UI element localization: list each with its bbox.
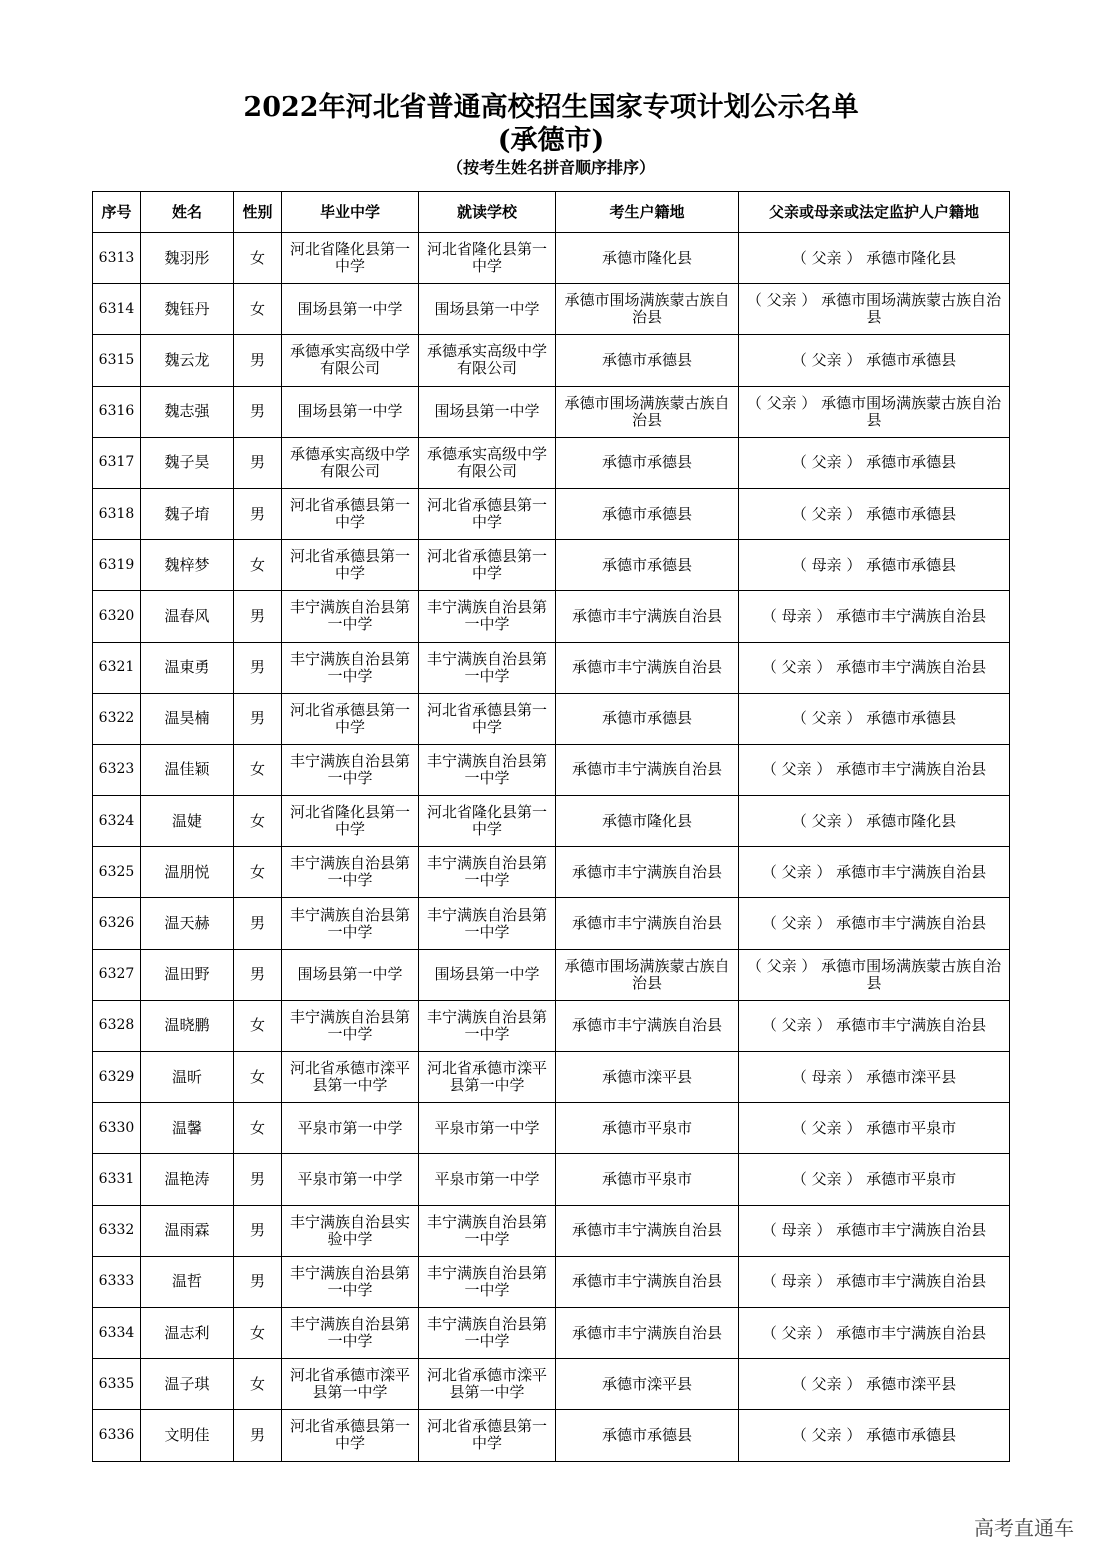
row-number-cell: 6333 (93, 1256, 141, 1307)
gender-cell: 女 (234, 1359, 282, 1410)
table-row (93, 1359, 1010, 1410)
row-number-cell: 6319 (93, 540, 141, 591)
table-row (93, 591, 1010, 642)
roster-table (92, 191, 1010, 1462)
current-school-cell: 河北省隆化县第一中学 (419, 796, 556, 847)
graduation-school-cell: 丰宁满族自治县第一中学 (282, 1256, 419, 1307)
student-name-cell: 温昊楠 (141, 693, 234, 744)
guardian-registration-cell: （ 母亲 ） 承德市丰宁满族自治县 (739, 591, 1010, 642)
student-name-cell: 魏羽彤 (141, 233, 234, 284)
row-number-cell: 6315 (93, 335, 141, 386)
current-school-cell: 丰宁满族自治县第一中学 (419, 1256, 556, 1307)
student-name-cell: 温東勇 (141, 642, 234, 693)
table-row (93, 335, 1010, 386)
graduation-school-cell: 河北省承德县第一中学 (282, 1410, 419, 1461)
household-registration-cell: 承德市围场满族蒙古族自治县 (556, 284, 739, 335)
graduation-school-cell: 河北省承德县第一中学 (282, 488, 419, 539)
household-registration-cell: 承德市丰宁满族自治县 (556, 744, 739, 795)
gender-cell: 男 (234, 642, 282, 693)
household-registration-cell: 承德市承德县 (556, 540, 739, 591)
gender-cell: 女 (234, 1103, 282, 1154)
household-registration-cell: 承德市承德县 (556, 693, 739, 744)
graduation-school-cell: 丰宁满族自治县第一中学 (282, 1307, 419, 1358)
current-school-cell: 河北省承德县第一中学 (419, 540, 556, 591)
guardian-registration-cell: （ 父亲 ） 承德市隆化县 (739, 796, 1010, 847)
table-row (93, 796, 1010, 847)
table-row (93, 898, 1010, 949)
household-registration-cell: 承德市丰宁满族自治县 (556, 847, 739, 898)
household-registration-cell: 承德市丰宁满族自治县 (556, 898, 739, 949)
guardian-registration-cell: （ 父亲 ） 承德市丰宁满族自治县 (739, 1307, 1010, 1358)
household-registration-cell: 承德市丰宁满族自治县 (556, 1205, 739, 1256)
current-school-cell: 承德承实高级中学有限公司 (419, 335, 556, 386)
gender-cell: 男 (234, 386, 282, 437)
student-name-cell: 魏子堉 (141, 488, 234, 539)
household-registration-cell: 承德市丰宁满族自治县 (556, 1256, 739, 1307)
row-number-cell: 6324 (93, 796, 141, 847)
row-number-cell: 6314 (93, 284, 141, 335)
gender-cell: 男 (234, 1205, 282, 1256)
sort-note: （按考生姓名拼音顺序排序） (446, 158, 655, 177)
current-school-cell: 平泉市第一中学 (419, 1154, 556, 1205)
graduation-school-cell: 河北省隆化县第一中学 (282, 796, 419, 847)
column-header: 毕业中学 (282, 192, 419, 233)
student-name-cell: 温馨 (141, 1103, 234, 1154)
current-school-cell: 丰宁满族自治县第一中学 (419, 642, 556, 693)
table-row (93, 540, 1010, 591)
table-row (93, 1103, 1010, 1154)
row-number-cell: 6318 (93, 488, 141, 539)
household-registration-cell: 承德市围场满族蒙古族自治县 (556, 949, 739, 1000)
household-registration-cell: 承德市围场满族蒙古族自治县 (556, 386, 739, 437)
gender-cell: 女 (234, 1052, 282, 1103)
table-row (93, 1154, 1010, 1205)
current-school-cell: 承德承实高级中学有限公司 (419, 437, 556, 488)
gender-cell: 男 (234, 949, 282, 1000)
current-school-cell: 河北省承德县第一中学 (419, 1410, 556, 1461)
current-school-cell: 河北省承德县第一中学 (419, 693, 556, 744)
household-registration-cell: 承德市承德县 (556, 488, 739, 539)
graduation-school-cell: 河北省隆化县第一中学 (282, 233, 419, 284)
current-school-cell: 丰宁满族自治县第一中学 (419, 591, 556, 642)
gender-cell: 男 (234, 335, 282, 386)
graduation-school-cell: 承德承实高级中学有限公司 (282, 437, 419, 488)
gender-cell: 女 (234, 233, 282, 284)
household-registration-cell: 承德市滦平县 (556, 1359, 739, 1410)
student-name-cell: 温哲 (141, 1256, 234, 1307)
current-school-cell: 丰宁满族自治县第一中学 (419, 1307, 556, 1358)
row-number-cell: 6334 (93, 1307, 141, 1358)
graduation-school-cell: 丰宁满族自治县第一中学 (282, 847, 419, 898)
graduation-school-cell: 平泉市第一中学 (282, 1154, 419, 1205)
student-name-cell: 温婕 (141, 796, 234, 847)
gender-cell: 男 (234, 591, 282, 642)
gender-cell: 女 (234, 284, 282, 335)
column-header: 姓名 (141, 192, 234, 233)
graduation-school-cell: 丰宁满族自治县第一中学 (282, 744, 419, 795)
watermark-text: 高考直通车 (974, 1516, 1074, 1540)
graduation-school-cell: 丰宁满族自治县实验中学 (282, 1205, 419, 1256)
row-number-cell: 6328 (93, 1000, 141, 1051)
column-header: 就读学校 (419, 192, 556, 233)
guardian-registration-cell: （ 父亲 ） 承德市丰宁满族自治县 (739, 1000, 1010, 1051)
gender-cell: 女 (234, 796, 282, 847)
guardian-registration-cell: （ 父亲 ） 承德市丰宁满族自治县 (739, 642, 1010, 693)
gender-cell: 男 (234, 488, 282, 539)
current-school-cell: 河北省隆化县第一中学 (419, 233, 556, 284)
row-number-cell: 6335 (93, 1359, 141, 1410)
current-school-cell: 河北省承德市滦平县第一中学 (419, 1052, 556, 1103)
current-school-cell: 河北省承德县第一中学 (419, 488, 556, 539)
guardian-registration-cell: （ 父亲 ） 承德市围场满族蒙古族自治县 (739, 284, 1010, 335)
row-number-cell: 6322 (93, 693, 141, 744)
household-registration-cell: 承德市丰宁满族自治县 (556, 1000, 739, 1051)
gender-cell: 男 (234, 437, 282, 488)
student-name-cell: 温春风 (141, 591, 234, 642)
row-number-cell: 6329 (93, 1052, 141, 1103)
table-row (93, 1410, 1010, 1461)
student-name-cell: 魏云龙 (141, 335, 234, 386)
guardian-registration-cell: （ 母亲 ） 承德市丰宁满族自治县 (739, 1205, 1010, 1256)
gender-cell: 男 (234, 898, 282, 949)
guardian-registration-cell: （ 父亲 ） 承德市承德县 (739, 1410, 1010, 1461)
household-registration-cell: 承德市丰宁满族自治县 (556, 642, 739, 693)
student-name-cell: 魏梓梦 (141, 540, 234, 591)
current-school-cell: 平泉市第一中学 (419, 1103, 556, 1154)
table-row (93, 386, 1010, 437)
table-row (93, 1256, 1010, 1307)
guardian-registration-cell: （ 父亲 ） 承德市平泉市 (739, 1154, 1010, 1205)
guardian-registration-cell: （ 父亲 ） 承德市平泉市 (739, 1103, 1010, 1154)
gender-cell: 女 (234, 847, 282, 898)
current-school-cell: 围场县第一中学 (419, 386, 556, 437)
table-row (93, 233, 1010, 284)
guardian-registration-cell: （ 母亲 ） 承德市丰宁满族自治县 (739, 1256, 1010, 1307)
table-row (93, 642, 1010, 693)
table-row (93, 949, 1010, 1000)
guardian-registration-cell: （ 母亲 ） 承德市承德县 (739, 540, 1010, 591)
row-number-cell: 6336 (93, 1410, 141, 1461)
row-number-cell: 6317 (93, 437, 141, 488)
table-row (93, 693, 1010, 744)
gender-cell: 女 (234, 1307, 282, 1358)
student-name-cell: 温志利 (141, 1307, 234, 1358)
table-row (93, 1307, 1010, 1358)
household-registration-cell: 承德市承德县 (556, 1410, 739, 1461)
graduation-school-cell: 丰宁满族自治县第一中学 (282, 642, 419, 693)
student-name-cell: 魏志强 (141, 386, 234, 437)
gender-cell: 女 (234, 744, 282, 795)
graduation-school-cell: 围场县第一中学 (282, 386, 419, 437)
table-row (93, 847, 1010, 898)
table-row (93, 284, 1010, 335)
guardian-registration-cell: （ 父亲 ） 承德市承德县 (739, 488, 1010, 539)
household-registration-cell: 承德市承德县 (556, 437, 739, 488)
household-registration-cell: 承德市隆化县 (556, 233, 739, 284)
row-number-cell: 6330 (93, 1103, 141, 1154)
graduation-school-cell: 河北省承德县第一中学 (282, 540, 419, 591)
row-number-cell: 6331 (93, 1154, 141, 1205)
row-number-cell: 6327 (93, 949, 141, 1000)
page-title: 2022年河北省普通高校招生国家专项计划公示名单 (243, 92, 859, 123)
household-registration-cell: 承德市丰宁满族自治县 (556, 1307, 739, 1358)
table-header-row (93, 192, 1010, 233)
graduation-school-cell: 平泉市第一中学 (282, 1103, 419, 1154)
graduation-school-cell: 河北省承德县第一中学 (282, 693, 419, 744)
household-registration-cell: 承德市平泉市 (556, 1154, 739, 1205)
guardian-registration-cell: （ 父亲 ） 承德市丰宁满族自治县 (739, 847, 1010, 898)
graduation-school-cell: 丰宁满族自治县第一中学 (282, 1000, 419, 1051)
gender-cell: 女 (234, 1000, 282, 1051)
table-row (93, 437, 1010, 488)
student-name-cell: 魏子昊 (141, 437, 234, 488)
column-header: 性别 (234, 192, 282, 233)
student-name-cell: 温昕 (141, 1052, 234, 1103)
student-name-cell: 温晓鹏 (141, 1000, 234, 1051)
gender-cell: 男 (234, 693, 282, 744)
student-name-cell: 温朋悦 (141, 847, 234, 898)
guardian-registration-cell: （ 父亲 ） 承德市围场满族蒙古族自治县 (739, 949, 1010, 1000)
graduation-school-cell: 河北省承德市滦平县第一中学 (282, 1359, 419, 1410)
guardian-registration-cell: （ 父亲 ） 承德市滦平县 (739, 1359, 1010, 1410)
table-row (93, 488, 1010, 539)
student-name-cell: 魏钰丹 (141, 284, 234, 335)
row-number-cell: 6332 (93, 1205, 141, 1256)
row-number-cell: 6325 (93, 847, 141, 898)
row-number-cell: 6326 (93, 898, 141, 949)
table-row (93, 1205, 1010, 1256)
guardian-registration-cell: （ 父亲 ） 承德市丰宁满族自治县 (739, 744, 1010, 795)
current-school-cell: 河北省承德市滦平县第一中学 (419, 1359, 556, 1410)
gender-cell: 男 (234, 1256, 282, 1307)
guardian-registration-cell: （ 父亲 ） 承德市丰宁满族自治县 (739, 898, 1010, 949)
current-school-cell: 丰宁满族自治县第一中学 (419, 744, 556, 795)
row-number-cell: 6321 (93, 642, 141, 693)
current-school-cell: 丰宁满族自治县第一中学 (419, 1000, 556, 1051)
household-registration-cell: 承德市平泉市 (556, 1103, 739, 1154)
household-registration-cell: 承德市滦平县 (556, 1052, 739, 1103)
graduation-school-cell: 丰宁满族自治县第一中学 (282, 898, 419, 949)
row-number-cell: 6323 (93, 744, 141, 795)
current-school-cell: 丰宁满族自治县第一中学 (419, 1205, 556, 1256)
student-name-cell: 温田野 (141, 949, 234, 1000)
student-name-cell: 温天赫 (141, 898, 234, 949)
household-registration-cell: 承德市承德县 (556, 335, 739, 386)
graduation-school-cell: 承德承实高级中学有限公司 (282, 335, 419, 386)
row-number-cell: 6313 (93, 233, 141, 284)
row-number-cell: 6316 (93, 386, 141, 437)
current-school-cell: 丰宁满族自治县第一中学 (419, 847, 556, 898)
current-school-cell: 围场县第一中学 (419, 949, 556, 1000)
guardian-registration-cell: （ 母亲 ） 承德市滦平县 (739, 1052, 1010, 1103)
household-registration-cell: 承德市丰宁满族自治县 (556, 591, 739, 642)
table-row (93, 1052, 1010, 1103)
graduation-school-cell: 河北省承德市滦平县第一中学 (282, 1052, 419, 1103)
student-name-cell: 温子琪 (141, 1359, 234, 1410)
guardian-registration-cell: （ 父亲 ） 承德市承德县 (739, 335, 1010, 386)
student-name-cell: 温佳颖 (141, 744, 234, 795)
table-row (93, 744, 1010, 795)
guardian-registration-cell: （ 父亲 ） 承德市承德县 (739, 693, 1010, 744)
student-name-cell: 温雨霖 (141, 1205, 234, 1256)
table-row (93, 1000, 1010, 1051)
gender-cell: 男 (234, 1154, 282, 1205)
guardian-registration-cell: （ 父亲 ） 承德市围场满族蒙古族自治县 (739, 386, 1010, 437)
graduation-school-cell: 围场县第一中学 (282, 284, 419, 335)
gender-cell: 女 (234, 540, 282, 591)
graduation-school-cell: 围场县第一中学 (282, 949, 419, 1000)
column-header: 序号 (93, 192, 141, 233)
column-header: 父亲或母亲或法定监护人户籍地 (739, 192, 1010, 233)
graduation-school-cell: 丰宁满族自治县第一中学 (282, 591, 419, 642)
guardian-registration-cell: （ 父亲 ） 承德市承德县 (739, 437, 1010, 488)
gender-cell: 男 (234, 1410, 282, 1461)
household-registration-cell: 承德市隆化县 (556, 796, 739, 847)
student-name-cell: 文明佳 (141, 1410, 234, 1461)
row-number-cell: 6320 (93, 591, 141, 642)
student-name-cell: 温艳涛 (141, 1154, 234, 1205)
page-subtitle: (承德市) (497, 125, 605, 156)
current-school-cell: 丰宁满族自治县第一中学 (419, 898, 556, 949)
column-header: 考生户籍地 (556, 192, 739, 233)
guardian-registration-cell: （ 父亲 ） 承德市隆化县 (739, 233, 1010, 284)
current-school-cell: 围场县第一中学 (419, 284, 556, 335)
